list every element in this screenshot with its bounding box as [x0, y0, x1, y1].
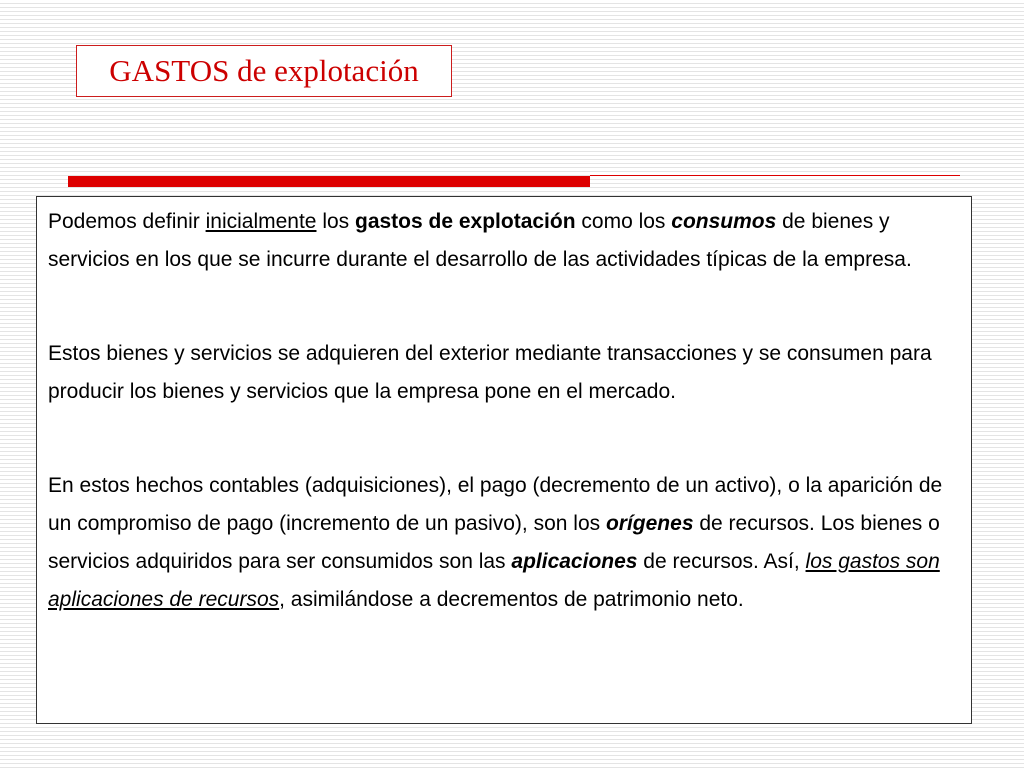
slide-title: GASTOS de explotación [109, 53, 419, 88]
red-divider-line [590, 175, 960, 176]
emphasis-gastos-aplicaciones: los gastos son aplicaciones de recursos [48, 550, 940, 611]
paragraph-3-text: de recursos. Los bienes o servicios adquiridos para ser consumidos son las [48, 512, 940, 573]
emphasis-origenes: orígenes [605, 512, 694, 535]
paragraph-1-text: de bienes y servicios en los que se incurre durante el desarrollo de las actividades típicas de la empresa. [48, 210, 912, 271]
emphasis-inicialmente: inicialmente [205, 210, 317, 233]
content-box [36, 196, 972, 724]
paragraph-acquisition: Estos bienes y servicios se adquieren del exterior mediante transacciones y se consumen para producir los bienes y servicios que la empresa pone en el mercado. [48, 342, 932, 403]
paragraph-definition [48, 203, 961, 279]
paragraph-3-text: de recursos. Así, [637, 550, 806, 573]
emphasis-consumos: consumos [671, 210, 777, 233]
paragraph-3-text: , asimilándose a decrementos de patrimonio neto. [279, 588, 744, 611]
paragraph-1-text: los [316, 210, 355, 233]
title-box [76, 45, 452, 97]
red-divider-bar [68, 176, 590, 187]
paragraph-1-text: Podemos definir [48, 210, 206, 233]
emphasis-aplicaciones: aplicaciones [511, 550, 638, 573]
paragraph-3-text: En estos hechos contables (adquisiciones), el pago (decremento de un activo), o la aparición de un compromiso de pago (incremento de un pasivo), son los [48, 474, 943, 535]
emphasis-gastos-de-explotacion: gastos de explotación [355, 210, 576, 233]
paragraph-sources-applications [48, 467, 961, 619]
paragraph-1-text: como los [575, 210, 672, 233]
